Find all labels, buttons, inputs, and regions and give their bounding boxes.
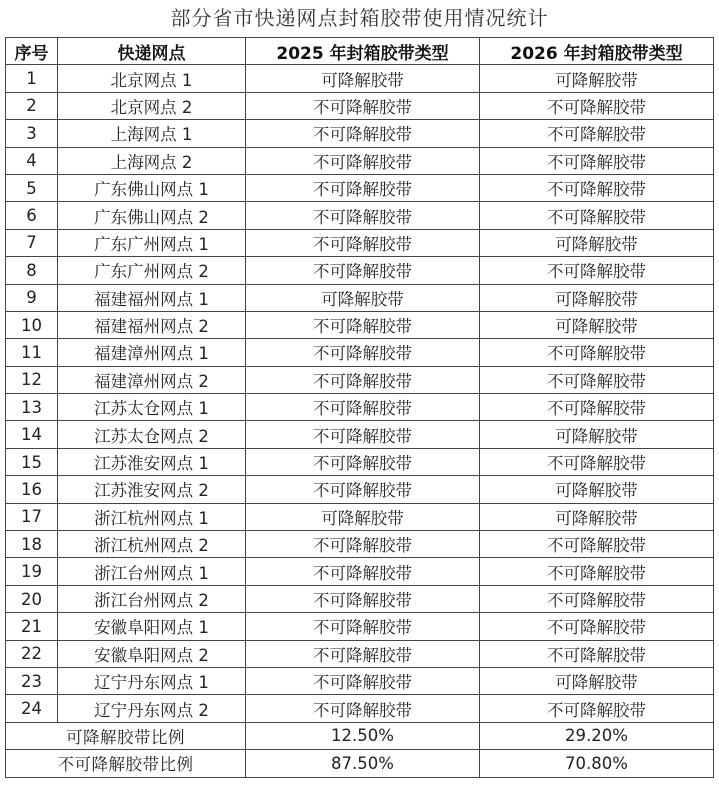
table-row (6, 503, 714, 530)
outlet-name: 浙江台州网点 1 (58, 558, 246, 585)
tape-type-2025: 不可降解胶带 (246, 613, 480, 640)
summary-2026-value: 70.80% (480, 750, 714, 777)
tape-type-2026: 不可降解胶带 (480, 147, 714, 174)
outlet-name: 广东广州网点 2 (58, 257, 246, 284)
tape-type-2026: 不可降解胶带 (480, 613, 714, 640)
table-row (6, 695, 714, 722)
tape-type-2025: 不可降解胶带 (246, 120, 480, 147)
tape-type-2026: 不可降解胶带 (480, 585, 714, 612)
tape-type-2026: 不可降解胶带 (480, 174, 714, 201)
statistics-table (5, 37, 714, 778)
row-index: 4 (6, 147, 58, 174)
row-index: 18 (6, 531, 58, 558)
row-index: 16 (6, 476, 58, 503)
outlet-name: 福建福州网点 2 (58, 311, 246, 338)
tape-type-2025: 不可降解胶带 (246, 421, 480, 448)
row-index: 24 (6, 695, 58, 722)
row-index: 14 (6, 421, 58, 448)
table-row (6, 394, 714, 421)
table-row (6, 202, 714, 229)
summary-label: 不可降解胶带比例 (6, 750, 246, 777)
tape-type-2026: 不可降解胶带 (480, 92, 714, 119)
outlet-name: 安徽阜阳网点 2 (58, 640, 246, 667)
header-2025-type: 2025 年封箱胶带类型 (246, 38, 480, 65)
outlet-name: 浙江杭州网点 1 (58, 503, 246, 530)
table-row (6, 667, 714, 694)
tape-type-2025: 不可降解胶带 (246, 667, 480, 694)
tape-type-2025: 不可降解胶带 (246, 394, 480, 421)
row-index: 11 (6, 339, 58, 366)
tape-type-2026: 可降解胶带 (480, 65, 714, 92)
tape-type-2025: 不可降解胶带 (246, 229, 480, 256)
tape-type-2025: 不可降解胶带 (246, 92, 480, 119)
outlet-name: 上海网点 2 (58, 147, 246, 174)
summary-2025-value: 87.50% (246, 750, 480, 777)
tape-type-2025: 不可降解胶带 (246, 558, 480, 585)
table-row (6, 448, 714, 475)
tape-type-2026: 可降解胶带 (480, 229, 714, 256)
outlet-name: 北京网点 1 (58, 65, 246, 92)
table-row (6, 147, 714, 174)
tape-type-2026: 不可降解胶带 (480, 558, 714, 585)
row-index: 15 (6, 448, 58, 475)
outlet-name: 广东佛山网点 2 (58, 202, 246, 229)
tape-type-2025: 不可降解胶带 (246, 257, 480, 284)
row-index: 5 (6, 174, 58, 201)
header-index: 序号 (6, 38, 58, 65)
table-row (6, 174, 714, 201)
table-row (6, 229, 714, 256)
table-row (6, 613, 714, 640)
outlet-name: 广东广州网点 1 (58, 229, 246, 256)
tape-type-2025: 不可降解胶带 (246, 585, 480, 612)
table-row (6, 339, 714, 366)
header-outlet: 快递网点 (58, 38, 246, 65)
row-index: 23 (6, 667, 58, 694)
tape-type-2026: 不可降解胶带 (480, 394, 714, 421)
table-row (6, 421, 714, 448)
tape-type-2025: 不可降解胶带 (246, 147, 480, 174)
table-row (6, 311, 714, 338)
tape-type-2026: 不可降解胶带 (480, 640, 714, 667)
outlet-name: 福建漳州网点 1 (58, 339, 246, 366)
table-row (6, 284, 714, 311)
row-index: 22 (6, 640, 58, 667)
outlet-name: 福建漳州网点 2 (58, 366, 246, 393)
row-index: 1 (6, 65, 58, 92)
table-row (6, 92, 714, 119)
table-row (6, 640, 714, 667)
outlet-name: 江苏淮安网点 1 (58, 448, 246, 475)
row-index: 17 (6, 503, 58, 530)
tape-type-2026: 可降解胶带 (480, 476, 714, 503)
summary-2025-value: 12.50% (246, 722, 480, 749)
tape-type-2026: 可降解胶带 (480, 667, 714, 694)
outlet-name: 广东佛山网点 1 (58, 174, 246, 201)
header-2026-type: 2026 年封箱胶带类型 (480, 38, 714, 65)
row-index: 7 (6, 229, 58, 256)
row-index: 21 (6, 613, 58, 640)
tape-type-2026: 不可降解胶带 (480, 339, 714, 366)
outlet-name: 辽宁丹东网点 1 (58, 667, 246, 694)
table-row (6, 585, 714, 612)
tape-type-2025: 不可降解胶带 (246, 174, 480, 201)
tape-type-2025: 可降解胶带 (246, 503, 480, 530)
row-index: 9 (6, 284, 58, 311)
outlet-name: 北京网点 2 (58, 92, 246, 119)
outlet-name: 福建福州网点 1 (58, 284, 246, 311)
outlet-name: 江苏太仓网点 1 (58, 394, 246, 421)
tape-type-2026: 可降解胶带 (480, 284, 714, 311)
page-title: 部分省市快递网点封箱胶带使用情况统计 (170, 6, 549, 30)
row-index: 8 (6, 257, 58, 284)
outlet-name: 辽宁丹东网点 2 (58, 695, 246, 722)
table-row (6, 366, 714, 393)
row-index: 10 (6, 311, 58, 338)
tape-type-2025: 不可降解胶带 (246, 640, 480, 667)
tape-type-2026: 可降解胶带 (480, 421, 714, 448)
tape-type-2026: 不可降解胶带 (480, 366, 714, 393)
tape-type-2026: 不可降解胶带 (480, 448, 714, 475)
table-row (6, 558, 714, 585)
tape-type-2025: 不可降解胶带 (246, 695, 480, 722)
tape-type-2026: 不可降解胶带 (480, 202, 714, 229)
tape-type-2026: 不可降解胶带 (480, 695, 714, 722)
outlet-name: 江苏淮安网点 2 (58, 476, 246, 503)
tape-type-2025: 不可降解胶带 (246, 531, 480, 558)
table-row (6, 531, 714, 558)
tape-type-2025: 不可降解胶带 (246, 476, 480, 503)
table-row (6, 476, 714, 503)
row-index: 13 (6, 394, 58, 421)
table-row (6, 120, 714, 147)
outlet-name: 上海网点 1 (58, 120, 246, 147)
tape-type-2025: 可降解胶带 (246, 284, 480, 311)
row-index: 19 (6, 558, 58, 585)
tape-type-2026: 可降解胶带 (480, 311, 714, 338)
outlet-name: 浙江杭州网点 2 (58, 531, 246, 558)
table-header-row (6, 38, 714, 65)
tape-type-2026: 不可降解胶带 (480, 257, 714, 284)
tape-type-2025: 不可降解胶带 (246, 202, 480, 229)
row-index: 2 (6, 92, 58, 119)
outlet-name: 江苏太仓网点 2 (58, 421, 246, 448)
summary-row (6, 722, 714, 749)
tape-type-2025: 不可降解胶带 (246, 311, 480, 338)
tape-type-2025: 不可降解胶带 (246, 339, 480, 366)
summary-row (6, 750, 714, 777)
row-index: 20 (6, 585, 58, 612)
row-index: 3 (6, 120, 58, 147)
tape-type-2025: 不可降解胶带 (246, 366, 480, 393)
tape-type-2026: 不可降解胶带 (480, 120, 714, 147)
tape-type-2025: 不可降解胶带 (246, 448, 480, 475)
tape-type-2026: 可降解胶带 (480, 503, 714, 530)
summary-label: 可降解胶带比例 (6, 722, 246, 749)
tape-type-2026: 不可降解胶带 (480, 531, 714, 558)
row-index: 6 (6, 202, 58, 229)
summary-2026-value: 29.20% (480, 722, 714, 749)
table-row (6, 65, 714, 92)
outlet-name: 安徽阜阳网点 1 (58, 613, 246, 640)
row-index: 12 (6, 366, 58, 393)
tape-type-2025: 可降解胶带 (246, 65, 480, 92)
outlet-name: 浙江台州网点 2 (58, 585, 246, 612)
table-row (6, 257, 714, 284)
